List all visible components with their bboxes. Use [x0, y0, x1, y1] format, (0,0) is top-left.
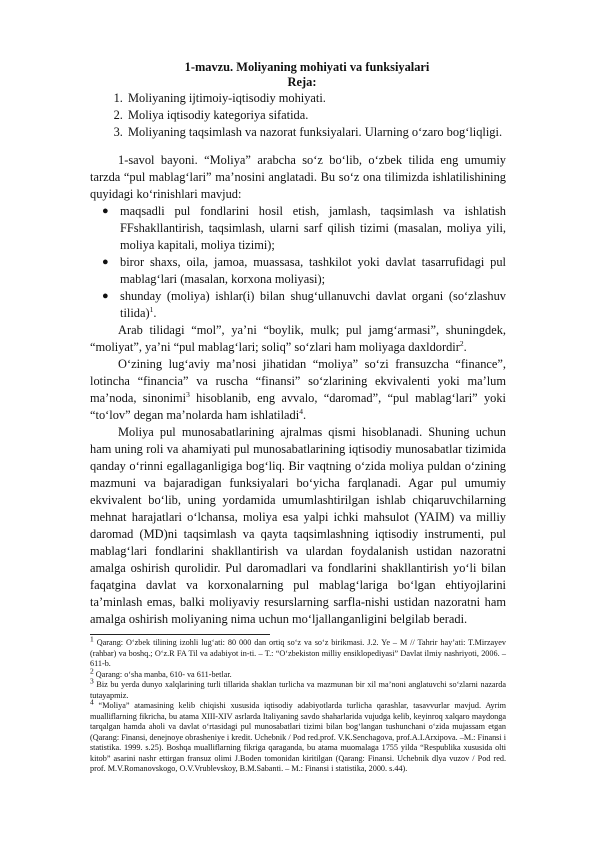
- bullet-text: maqsadli pul fondlarini hosil etish, jamlash, taqsimlash va ishlatish FFshakllantirish, taqsimlash, ularni sarf qilish tizimi (masalan, moliya yili, moliya kapitali, moliya tizimi);: [120, 204, 506, 252]
- paragraph-arabic: Arab tilidagi “mol”, ya’ni “boylik, mulk; pul jamg‘armasi”, shuningdek, “moliyat”, ya’ni “pul mablag‘lari; soliq” so‘zlari ham moliyaga daxldordir$^2$.: [90, 323, 506, 354]
- bullet-icon: ●: [102, 256, 109, 268]
- footnote-ref: 4: [299, 406, 303, 416]
- footnote: $^1$ Qarang: O‘zbek tilining izohli lug‘ati: 80 000 dan ortiq so‘z va so‘z birikmasi. J.2. Ye – M // Tahrir hay’ati: T.Mirzayev (rahbar) va boshq.; O‘z.R FA Til va adabiyot in-ti. – T.: “O‘zbekiston milliy ensiklopediyasi” Davlat ilmiy nashriyoti, 2006. – 611-b.: [90, 634, 506, 668]
- paragraph-text: O‘zining lug‘aviy ma’nosi jihatidan “moliya” so‘zi fransuzcha “finance”, lotincha “financia” va ruscha “finansi” so‘zlarining ekvivalenti yoki ma’lum ma’noda, sinonimi: [90, 357, 506, 405]
- plan-item: 1. Moliyaning ijtimoiy-iqtisodiy mohiyati.: [126, 90, 506, 107]
- footnote-ref: 1: [149, 304, 154, 314]
- bullet-item: ● shunday (moliya) ishlar(i) bilan shug‘ullanuvchi davlat organi (so‘zlashuv tilida)$^1$.: [102, 289, 506, 320]
- plan-list: [90, 90, 506, 141]
- bullet-icon: ●: [102, 205, 109, 217]
- plan-item: 2. Moliya iqtisodiy kategoriya sifatida.: [126, 107, 506, 124]
- paragraph-main: Moliya pul munosabatlarining ajralmas qismi hisoblanadi. Shuning uchun ham uning roli va ahamiyati pul munosabatlarining iqtisodiy munosabatlar tizimida qanday o‘rinni egallaganligiga bog‘liq. Bir vaqtning o‘zida moliya puldan o‘zining mazmuni va bajaradigan funksiyalari bo‘yicha farqlanadi. Agar pul umumiy ekvivalent bo‘lib, uning yordamida umumlashtirilgan ishlab chiqaruvchilarning mehnat harajatlari o‘lchansa, moliya esa yalpi ichki mahsulot (YAIM) va milliy daromad (MD)ni taqsimlash va qayta taqsimlashning iqtisodiy instrumenti, pul mablag‘lari fondlarini shakllantirish va ulardan foydalanish ustidan nazoratni amalga oshirish qurolidir. Pul daromadlari va fondlarini shakllantirish yo‘li bilan faqatgina davlat va korxonalarning pul mablag‘lariga bo‘lgan ehtiyojlarini ta’minlash emas, balki moliyaviy resurslarning sarfla-nishi ustidan nazoratni ham amalga oshirish moliyaning nima uchun mo‘ljallanganligini belgilab beradi.: [90, 425, 506, 626]
- footnote: $^3$ Biz bu yerda dunyo xalqlarining turli tillarida shaklan turlicha va mazmunan bir xil ma’noni anglatuvchi so‘zlarni nazarda tutayapmiz.: [90, 676, 506, 700]
- paragraph-etymology: O‘zining lug‘aviy ma’nosi jihatidan “moliya” so‘zi fransuzcha “finance”, lotincha “financia” va ruscha “finansi” so‘zlarining ekvivalenti yoki ma’lum ma’noda, sinonimi$^3$ hisoblanib, eng avvalo, “daromad”, “pul mablag‘lari” yoki “to‘lov” degan ma’nolarda ham ishlatiladi$^4$.: [90, 357, 506, 422]
- bullet-icon: ●: [102, 290, 109, 302]
- footnote-ref: 2: [459, 338, 464, 348]
- paragraph-text: hisoblanib, eng avvalo, “daromad”, “pul mablag‘lari” yoki “to‘lov” degan ma’nolarda ham ishlatiladi: [90, 391, 506, 422]
- footnote-divider: [90, 634, 270, 635]
- bullet-text: biror shaxs, oila, jamoa, muassasa, tashkilot yoki davlat tasarrufidagi pul mablag‘lari (masalan, korxona moliyasi);: [120, 255, 506, 286]
- plan-heading: Reja:: [287, 75, 317, 89]
- paragraph-text: Arab tilidagi “mol”, ya’ni “boylik, mulk; pul jamg‘armasi”, shuningdek, “moliyat”, ya’ni “pul mablag‘lari; soliq” so‘zlari ham moliyaga daxldordir: [90, 323, 506, 354]
- footnote: $^2$ Qarang: o‘sha manba, 610- va 611-betlar.: [90, 665, 232, 679]
- bullet-item: [102, 254, 506, 288]
- bullet-list: [90, 203, 506, 322]
- footnotes: [90, 634, 506, 775]
- plan-item: 3. Moliyaning taqsimlash va nazorat funksiyalari. Ularning o‘zaro bog‘liqligi.: [126, 124, 506, 141]
- bullet-text: shunday (moliya) ishlar(i) bilan shug‘ullanuvchi davlat organi (so‘zlashuv tilida): [120, 289, 506, 320]
- document-page: [90, 60, 506, 775]
- footnote-ref: 3: [186, 389, 190, 399]
- bullet-item: [102, 203, 506, 254]
- footnote: $^4$ “Moliya” atamasining kelib chiqishi xususida iqtisodiy adabiyotlarda turlicha qarashlar, tasavvurlar mavjud. Ayrim mualliflarning fikricha, bu atama XIII-XIV asrlarda Italiyaning savdo shaharlarida vujudga kelib, keyinroq xalqaro maydonga tarqalgan hamda aholi va davlat o‘rtasidagi pul munosabatlari tizimi bilan bog‘langan tushunchani o‘zida mujassam etgan (Qarang: Finansi, denejnoye obrasheniye i kredit. Uchebnik / Pod red.prof. V.K.Senchagova, prof.A.I.Arxipova. –M.: Finansi i statistika. 1999. s.25). Boshqa mualliflarning fikriga qaraganda, bu atama muomalaga 1755 yilda “Respublika xususida olti kitob” asarini nashr ettirgan fransuz olimi J.Boden tomonidan kiritilgan (Qarang: Finansi. Uchebnik dlya vuzov / Pod red. prof. M.V.Romanovskogo, O.V.Vrublevskoy, B.M.Sabanti. – M.: Finansi i statistika, 2000. s.44).: [90, 697, 506, 773]
- page-title: 1-mavzu. Moliyaning mohiyati va funksiyalari: [184, 60, 430, 74]
- paragraph-intro: 1-savol bayoni. “Moliya” arabcha so‘z bo‘lib, o‘zbek tilida eng umumiy tarzda “pul mablag‘lari” ma’nosini anglatadi. Bu so‘z ona tilimizda ishlatilishining quyidagi ko‘rinishlari mavjud:: [90, 153, 506, 201]
